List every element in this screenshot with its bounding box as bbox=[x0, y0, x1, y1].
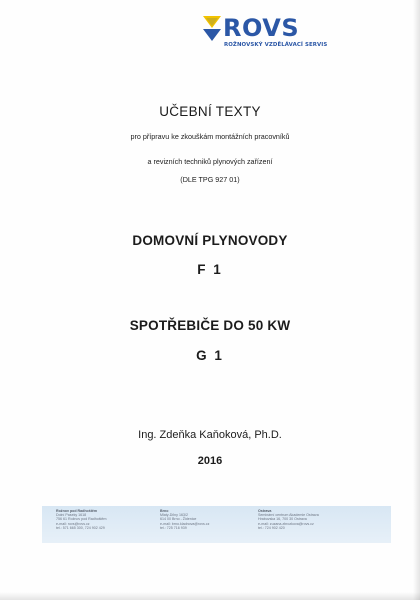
footer-line: 756 61 Rožnov pod Radhoštěm bbox=[56, 517, 107, 522]
topic-1-heading: DOMOVNÍ PLYNOVODY bbox=[132, 233, 288, 248]
footer-line: Seminární centrum Akademie Ostrava bbox=[258, 513, 319, 518]
footer-office-name: Ostrava bbox=[258, 509, 272, 513]
footer-line: 614 00 Brno - Židenice bbox=[160, 517, 197, 522]
standard-reference: (DLE TPG 927 01) bbox=[180, 175, 240, 184]
footer-column-roznov bbox=[56, 509, 107, 530]
document-title: UČEBNÍ TEXTY bbox=[159, 104, 261, 119]
logo-wordmark: ROVS bbox=[223, 14, 300, 42]
page-edge-shadow bbox=[413, 0, 420, 600]
footer-column-brno bbox=[160, 509, 209, 530]
footer-line: tel.: 724 902 420 bbox=[258, 525, 285, 530]
footer-line: Mlaty-Dílny 163/2 bbox=[160, 513, 188, 518]
footer-line: tel.: 571 665 300, 724 902 429 bbox=[56, 525, 105, 530]
contact-footer bbox=[42, 506, 391, 543]
rovs-logo bbox=[202, 14, 352, 50]
footer-line: e-mail: rovs@rovs.cz bbox=[56, 521, 90, 526]
subtitle-line-2: a revizních techniků plynových zařízení bbox=[147, 157, 273, 166]
topic-1-code: F 1 bbox=[197, 262, 223, 277]
footer-line: Hrabuvska 16, 700 30 Ostrava bbox=[258, 517, 307, 522]
footer-line: tel.: 725 716 939 bbox=[160, 525, 187, 530]
footer-line: Dolní Paseky 1618 bbox=[56, 513, 87, 518]
logo-tagline: ROŽNOVSKÝ VZDĚLÁVACÍ SERVIS bbox=[224, 42, 328, 48]
topic-2-heading: SPOTŘEBIČE DO 50 KW bbox=[129, 318, 291, 333]
rovs-emblem-icon bbox=[202, 14, 224, 44]
author-name: Ing. Zdeňka Kaňoková, Ph.D. bbox=[138, 429, 282, 441]
footer-line: e-mail: zuzana.zbrozkova@rovs.cz bbox=[258, 521, 314, 526]
footer-line: e-mail: brno.kladnova@rovs.cz bbox=[160, 521, 210, 526]
footer-office-name: Rožnov pod Radhoštěm bbox=[56, 509, 98, 513]
page-bottom-shadow bbox=[0, 592, 420, 600]
topic-2-code: G 1 bbox=[196, 348, 224, 363]
subtitle-line-1: pro přípravu ke zkouškám montážních pracovníků bbox=[130, 132, 290, 141]
publication-year: 2016 bbox=[197, 455, 223, 467]
footer-office-name: Brno bbox=[160, 509, 169, 513]
footer-column-ostrava bbox=[258, 509, 319, 530]
